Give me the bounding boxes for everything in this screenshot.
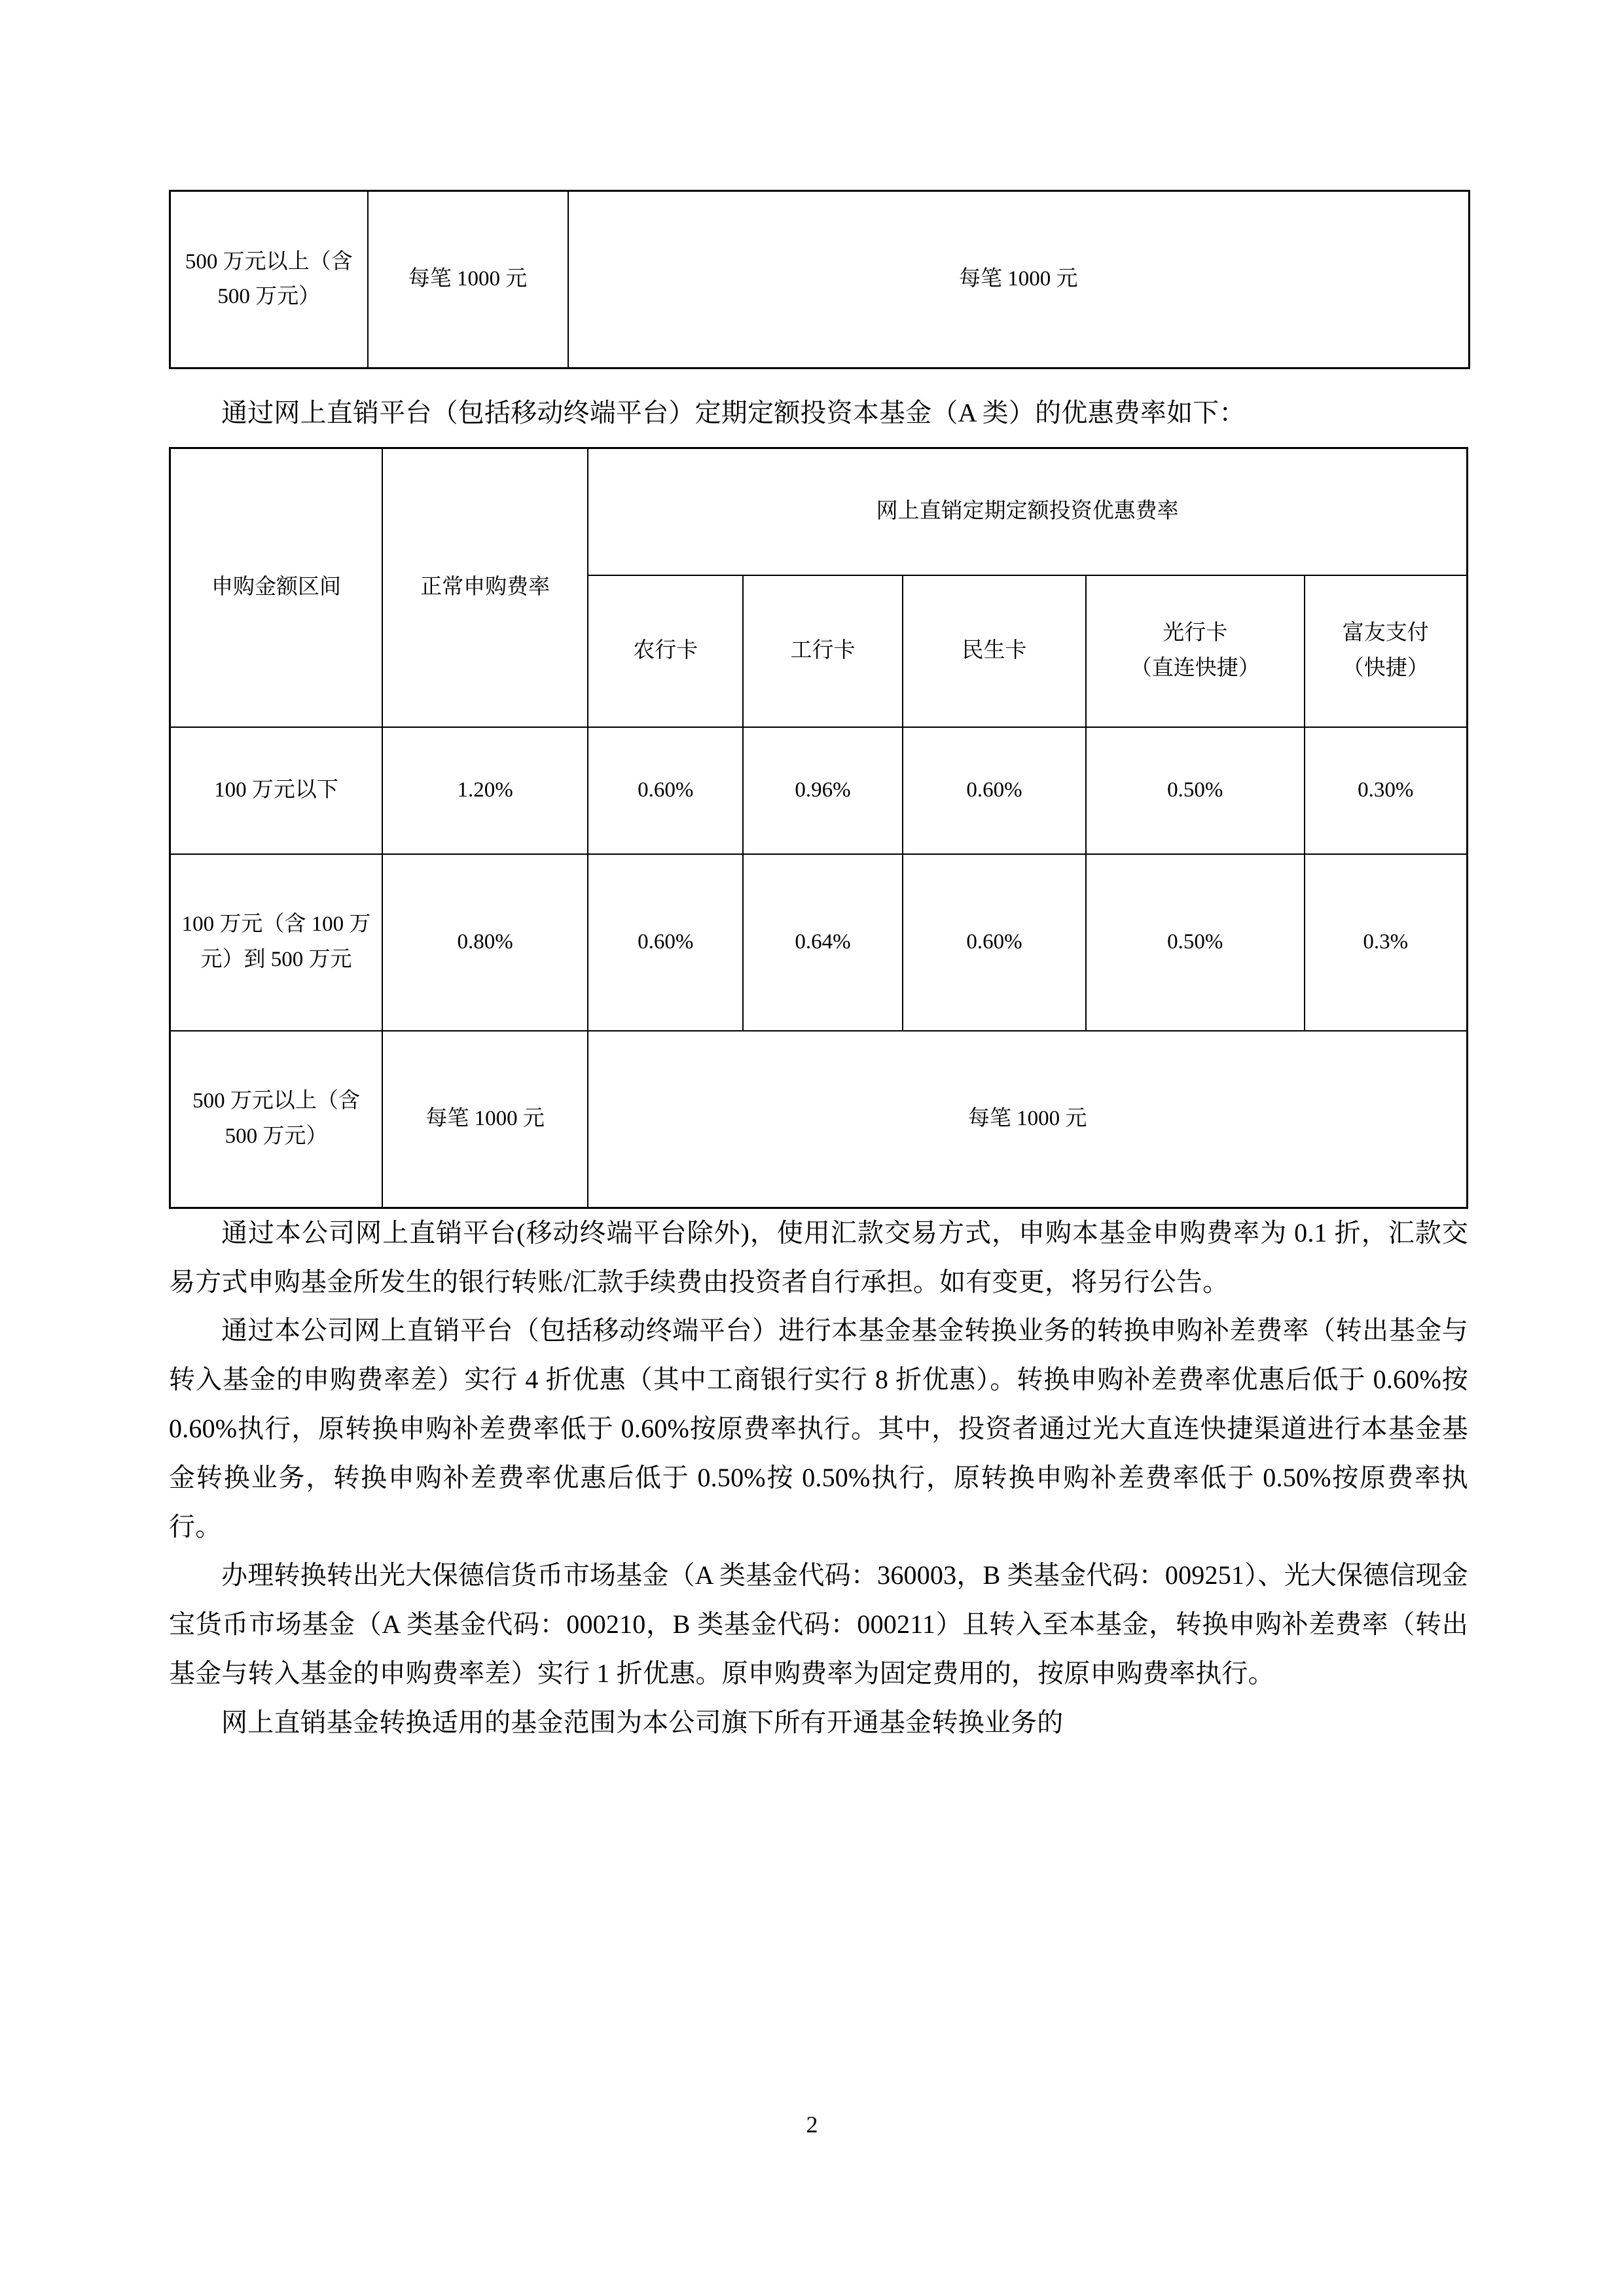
page-number: 2	[806, 2111, 818, 2138]
cell-amount-range: 100 万元（含 100 万元）到 500 万元	[170, 854, 382, 1031]
table-row	[170, 727, 1468, 854]
cell-abc-card: 0.60%	[588, 854, 743, 1031]
header-fuyou-pay	[1305, 575, 1468, 727]
cell-normal-fee: 每笔 1000 元	[382, 1031, 588, 1208]
table-row	[170, 191, 1470, 368]
continued-fee-table	[169, 190, 1470, 369]
header-fuyou-pay-line1: 富友支付	[1342, 621, 1429, 645]
header-ceb-card-line1: 光行卡	[1163, 621, 1228, 645]
header-amount-range: 申购金额区间	[170, 448, 382, 727]
cell-merged-fee: 每笔 1000 元	[588, 1031, 1467, 1208]
cell-amount-range: 500 万元以上（含 500 万元）	[170, 191, 368, 368]
aip-discount-fee-table	[169, 447, 1468, 1209]
cell-ceb-card: 0.50%	[1086, 727, 1305, 854]
cell-fuyou-pay: 0.3%	[1305, 854, 1468, 1031]
cell-cmbc-card: 0.60%	[903, 854, 1086, 1031]
cell-normal-fee: 0.80%	[382, 854, 588, 1031]
cell-icbc-card: 0.96%	[743, 727, 903, 854]
table-row	[170, 1031, 1468, 1208]
header-fuyou-pay-line2: （快捷）	[1342, 656, 1429, 680]
table-row	[170, 854, 1468, 1031]
cell-normal-fee: 1.20%	[382, 727, 588, 854]
spacer	[169, 369, 1468, 389]
header-cmbc-card: 民生卡	[903, 575, 1086, 727]
paragraph-money-market-conversion: 办理转换转出光大保德信货币市场基金（A 类基金代码：360003，B 类基金代码：009251）、光大保德信现金宝货币市场基金（A 类基金代码：000210，B 类基金代码：000211）且转入至本基金，转换申购补差费率（转出基金与转入基金的申购费率差）实行 1 折优惠。原申购费率为固定费用的，按原申购费率执行。	[169, 1560, 1468, 1688]
cell-amount-range: 100 万元以下	[170, 727, 382, 854]
cell-fuyou-pay: 0.30%	[1305, 727, 1468, 854]
intro-paragraph: 通过网上直销平台（包括移动终端平台）定期定额投资本基金（A 类）的优惠费率如下：	[221, 398, 1246, 427]
paragraph-conversion-scope: 网上直销基金转换适用的基金范围为本公司旗下所有开通基金转换业务的	[221, 1707, 1064, 1737]
cell-ceb-card: 0.50%	[1086, 854, 1305, 1031]
header-ceb-card	[1086, 575, 1305, 727]
cell-cmbc-card: 0.60%	[903, 727, 1086, 854]
cell-normal-fee: 每笔 1000 元	[368, 191, 568, 368]
paragraph-conversion-discount: 通过本公司网上直销平台（包括移动终端平台）进行本基金基金转换业务的转换申购补差费率（转出基金与转入基金的申购费率差）实行 4 折优惠（其中工商银行实行 8 折优惠）。转换申购补差费率优惠后低于 0.60%按 0.60%执行，原转换申购补差费率低于 0.60%按原费率执行。其中，投资者通过光大直连快捷渠道进行本基金基金转换业务，转换申购补差费率优惠后低于 0.50%按 0.50%执行，原转换申购补差费率低于 0.50%按原费率执行。	[169, 1316, 1468, 1541]
cell-promo-fee: 每笔 1000 元	[568, 191, 1470, 368]
spacer	[169, 438, 1468, 447]
header-group-online-aip: 网上直销定期定额投资优惠费率	[588, 448, 1467, 575]
header-abc-card: 农行卡	[588, 575, 743, 727]
table-header-row	[170, 448, 1468, 575]
paragraph-remittance-fee: 通过本公司网上直销平台(移动终端平台除外)，使用汇款交易方式，申购本基金申购费率为 0.1 折，汇款交易方式申购基金所发生的银行转账/汇款手续费由投资者自行承担。如有变更，将另行公告。	[169, 1217, 1468, 1297]
header-ceb-card-line2: （直连快捷）	[1130, 656, 1260, 680]
header-normal-fee: 正常申购费率	[382, 448, 588, 727]
header-icbc-card: 工行卡	[743, 575, 903, 727]
cell-amount-range: 500 万元以上（含 500 万元）	[170, 1031, 382, 1208]
cell-abc-card: 0.60%	[588, 727, 743, 854]
cell-icbc-card: 0.64%	[743, 854, 903, 1031]
page-content	[169, 190, 1468, 1748]
